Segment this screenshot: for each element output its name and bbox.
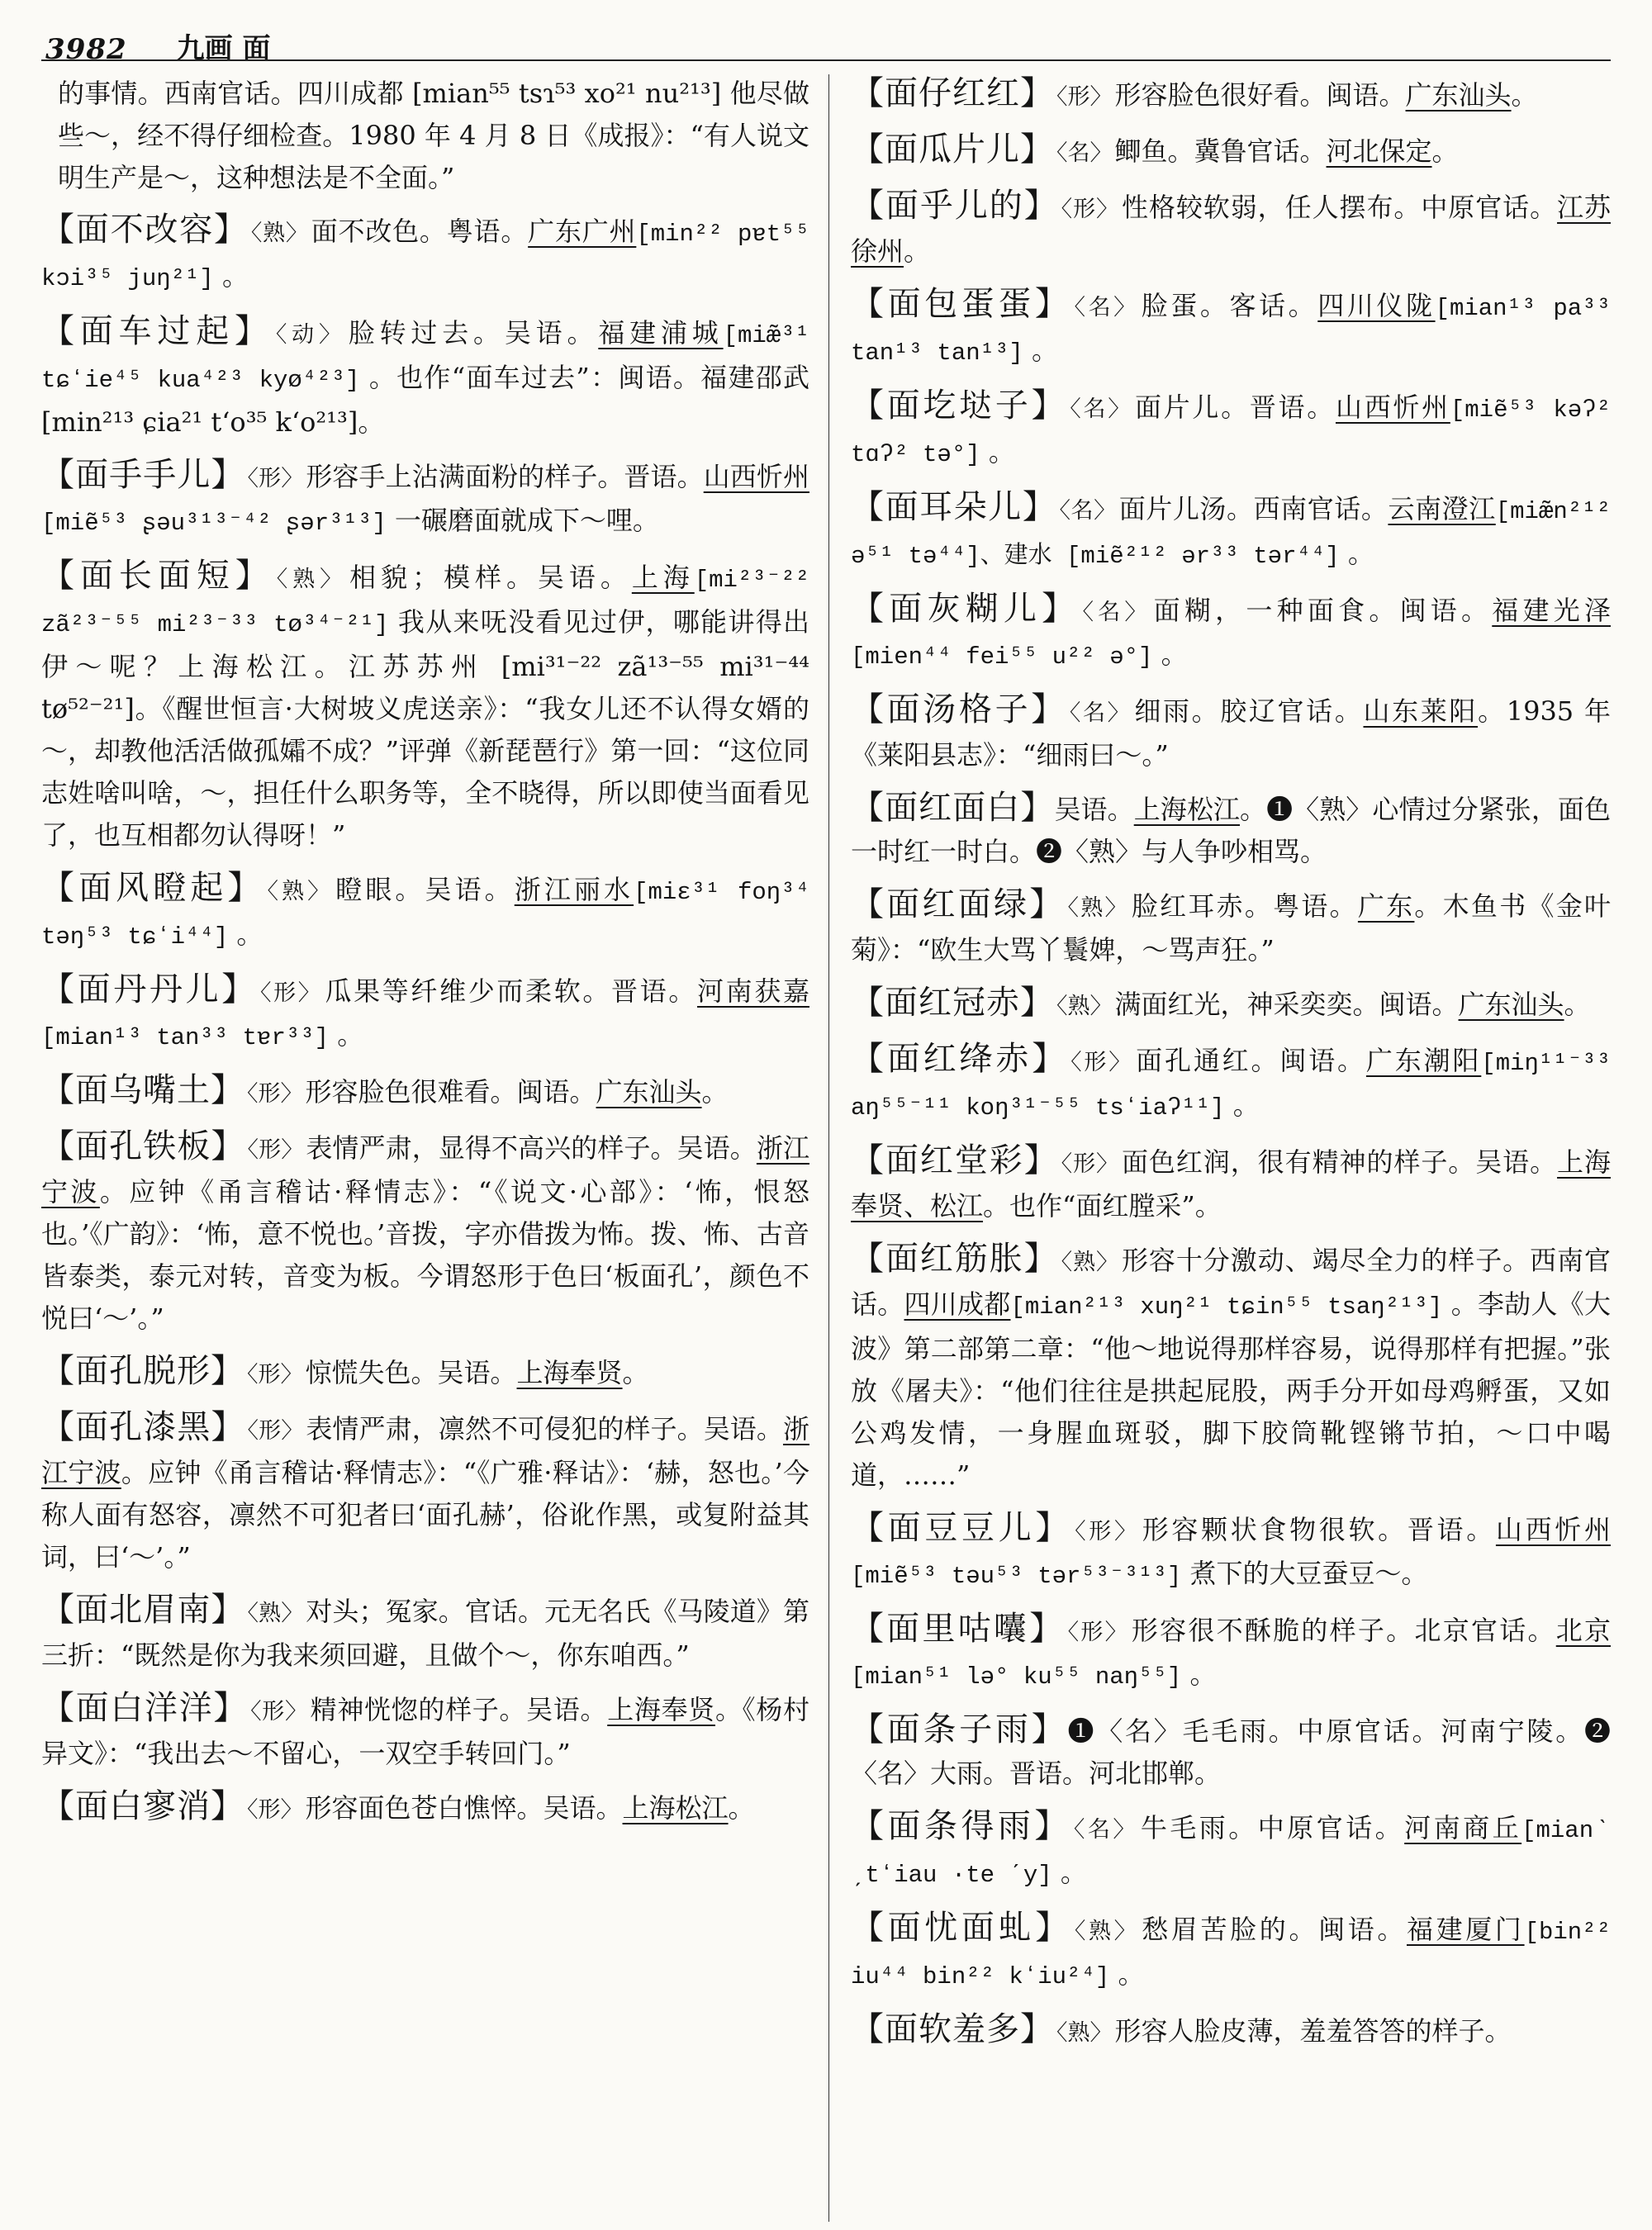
location-label: 山西忻州 <box>703 461 809 492</box>
entry-remainder: 。 <box>988 436 1015 467</box>
continued-entry-text: 的事情。西南官话。四川成都 [mian⁵⁵ tsɿ⁵³ xo²¹ nu²¹³] 他尽做些～，经不得仔细检查。1980 年 4 月 8 日《成报》：“有人说文明生产是～，这种想法是不全面。” <box>58 78 809 193</box>
dialect-label: 晋语。 <box>1407 1514 1496 1545</box>
entry-headword: 【面北眉南】 <box>41 1591 245 1629</box>
dictionary-entry <box>41 555 809 856</box>
entry-remainder: 我从来呒没看见过伊，哪能讲得出伊～呢？上海松江。江苏苏州 [mi³¹⁻²² zã¹³⁻⁵⁵ mi³¹⁻⁴⁴ tø⁵²⁻²¹]。《醒世恒言·大树坡义虎送亲》：“我女儿还不认得女婿的～，却教他活活做孤孀不成？”评弹《新琵琶行》第一回：“这位同志姓啥叫啥，～，担任什么职务等，全不晓得，所以即使当面看见了，也互相都勿认得呀！” <box>41 606 809 851</box>
entry-definition: 愁眉苦脸的。 <box>1142 1914 1319 1945</box>
entry-remainder: 。 <box>1431 135 1459 167</box>
part-of-speech-tag: 〈熟〉 <box>247 1601 304 1626</box>
dialect-label: 晋语。 <box>624 461 704 492</box>
dialect-label: 官话。 <box>464 1596 545 1627</box>
location-label: 福建浦城 <box>598 317 724 349</box>
entry-headword: 【面灰糊儿】 <box>851 590 1080 628</box>
entry-headword: 【面白寥消】 <box>41 1787 244 1825</box>
entry-definition: 形容脸色很难看。 <box>305 1076 517 1108</box>
part-of-speech-tag: 〈熟〉 <box>1056 2020 1113 2046</box>
page-number: 3982 <box>45 33 127 66</box>
entry-definition: 面不改色。 <box>311 216 447 247</box>
entry-headword: 【面汤格子】 <box>851 690 1067 728</box>
entry-remainder: 。 <box>1511 79 1538 111</box>
dialect-label: 吴语。 <box>437 1357 517 1388</box>
dialect-label: 吴语。 <box>504 317 599 349</box>
entry-definition: 形容很不酥脆的样子。 <box>1131 1615 1415 1646</box>
dialect-label: 冀鲁官话。 <box>1194 135 1327 167</box>
entry-definition: 对头；冤家。 <box>306 1596 465 1627</box>
dialect-label: 闽语。 <box>516 1076 596 1108</box>
location-label: 浙江宁波 <box>41 1413 809 1488</box>
entry-definition: 精神恍惚的样子。 <box>310 1694 527 1725</box>
entry-remainder: 。 <box>622 1357 649 1388</box>
part-of-speech-tag: 〈熟〉 <box>1067 895 1129 921</box>
entry-remainder: 。❶〈熟〉心情过分紧张，面色一时红一时白。❷〈熟〉与人争吵相骂。 <box>851 794 1611 867</box>
location-label: 广东汕头 <box>596 1076 702 1108</box>
entry-headword: 【面孔漆黑】 <box>41 1408 245 1446</box>
entry-definition: 瓜果等纤维少而柔软。 <box>325 975 612 1007</box>
dictionary-entry <box>41 867 809 958</box>
entry-definition: 面孔通红。 <box>1136 1045 1280 1076</box>
entry-headword: 【面红筋胀】 <box>851 1240 1059 1278</box>
pronunciation: [miæ̃n²¹² ə⁵¹ tə⁴⁴]、建水 [miẽ²¹² ər³³ tər⁴⁴] <box>851 498 1611 570</box>
entry-definition: 鲫鱼。 <box>1114 135 1194 167</box>
entry-headword: 【面车过起】 <box>41 312 273 350</box>
location-label: 浙江宁波 <box>41 1132 809 1208</box>
dialect-label: 西南官话。 <box>1253 493 1389 524</box>
entry-definition: 表情严肃，凛然不可侵犯的样子。 <box>306 1413 704 1445</box>
dialect-label: 吴语。 <box>1475 1146 1558 1178</box>
entry-headword: 【面丹丹儿】 <box>41 970 258 1008</box>
pronunciation: [mian⁵¹ lə° ku⁵⁵ naŋ⁵⁵] <box>851 1663 1182 1691</box>
entry-remainder: 。 <box>701 1076 729 1108</box>
part-of-speech-tag: 〈形〉 <box>247 1137 304 1163</box>
part-of-speech-tag: 〈形〉 <box>1061 197 1119 222</box>
part-of-speech-tag: 〈名〉 <box>1056 140 1113 166</box>
location-label: 广东汕头 <box>1405 79 1512 111</box>
dialect-label: 闽语。 <box>1379 989 1459 1020</box>
entry-remainder: 。应钟《甬言稽诂·释情志》：“《说文·心部》：‘怖，恨怒也。’《广韵》：‘怖，意不悦也。’音拨，字亦借拨为怖。拨、怖、古音皆泰类，泰元对转，音变为板。今谓怒形于色曰‘板面孔’，颜色不悦曰‘～’。” <box>41 1176 809 1334</box>
part-of-speech-tag: 〈形〉 <box>1061 1151 1119 1177</box>
dictionary-entry <box>41 969 809 1059</box>
part-of-speech-tag: 〈形〉 <box>247 1797 303 1823</box>
location-label: 浙江丽水 <box>514 874 634 905</box>
entry-remainder: 。 <box>1564 989 1591 1020</box>
entry-headword: 【面红绛赤】 <box>851 1040 1069 1078</box>
entry-definition: 性格较软弱，任人摆布。 <box>1121 192 1422 223</box>
part-of-speech-tag: 〈熟〉 <box>1061 1250 1119 1275</box>
dictionary-entry <box>851 1709 1611 1795</box>
entry-definition: 脸红耳赤。 <box>1131 890 1274 922</box>
part-of-speech-tag: 〈形〉 <box>1067 1620 1129 1645</box>
dictionary-entry <box>851 129 1611 174</box>
entry-remainder: 。 <box>236 918 263 950</box>
pronunciation: [mian¹³ pa³³ tan¹³ tan¹³] <box>851 295 1611 367</box>
entry-remainder: 煮下的大豆蚕豆～。 <box>1189 1558 1428 1589</box>
dictionary-entry <box>851 1238 1611 1497</box>
dialect-label: 西南官话。 <box>851 1245 1611 1320</box>
entry-remainder: 。1935 年《莱阳县志》：“细雨曰～。” <box>851 695 1611 771</box>
part-of-speech-tag: 〈熟〉 <box>250 221 309 246</box>
dictionary-entry <box>851 1507 1611 1597</box>
location-label: 上海奉贤、松江 <box>851 1146 1611 1222</box>
dialect-label: 粤语。 <box>1273 890 1358 922</box>
entry-headword: 【面红面白】 <box>851 789 1055 827</box>
location-label: 山西忻州 <box>1335 391 1450 423</box>
entry-definition: 瞪眼。 <box>335 874 425 905</box>
dialect-label: 胶辽官话。 <box>1220 695 1364 727</box>
entry-headword: 【面仔红红】 <box>851 74 1054 112</box>
entry-remainder: 。木鱼书《金叶菊》：“欧生大骂丫鬟婢，～骂声狂。” <box>851 890 1611 966</box>
location-label: 上海松江 <box>622 1792 729 1824</box>
right-column <box>851 73 1611 2220</box>
dictionary-entry <box>851 787 1611 873</box>
dialect-label: 晋语。 <box>611 975 698 1007</box>
entry-definition: 面片儿。 <box>1134 391 1250 423</box>
location-label: 山东莱阳 <box>1363 695 1479 727</box>
dictionary-entry <box>851 588 1611 678</box>
part-of-speech-tag: 〈形〉 <box>1070 1050 1134 1075</box>
location-label: 广东 <box>1357 890 1415 922</box>
pronunciation: [mi²³⁻²² zã²³⁻⁵⁵ mi²³⁻³³ tø³⁴⁻²¹] <box>41 567 809 638</box>
entry-remainder: 。 <box>1161 638 1188 670</box>
location-label: 河南商丘 <box>1404 1812 1522 1843</box>
dictionary-entry <box>41 1786 809 1831</box>
dictionary-entry <box>851 385 1611 476</box>
dialect-label: 中原官话。 <box>1257 1812 1405 1843</box>
entry-remainder: 。 <box>1060 1857 1087 1888</box>
dictionary-entry <box>41 454 809 544</box>
entry-headword: 【面红冠赤】 <box>851 984 1054 1022</box>
location-label: 河南获嘉 <box>697 975 809 1007</box>
dictionary-entry <box>851 2009 1611 2054</box>
pronunciation: [miɛ³¹ foŋ³⁴ təŋ⁵³ tɕʻi⁴⁴] <box>41 879 809 951</box>
dialect-label: 吴语。 <box>543 1792 623 1824</box>
entry-definition: 细雨。 <box>1134 695 1221 727</box>
part-of-speech-tag: 〈名〉 <box>1059 498 1117 524</box>
location-label: 山西忻州 <box>1495 1514 1611 1545</box>
location-label: 上海奉贤 <box>607 1694 715 1725</box>
dictionary-entry <box>41 1589 809 1677</box>
entry-headword: 【面孔脱形】 <box>41 1352 244 1390</box>
entry-remainder: 。应钟《甬言稽诂·释情志》：“《广雅·释诂》：‘赫，怒也。’今称人面有怒容，凛然不可犯者曰‘面孔赫’，俗讹作黑，或复附益其词，曰‘～’。” <box>41 1457 809 1573</box>
pronunciation: [mian²¹³ xuŋ²¹ tɕin⁵⁵ tsaŋ²¹³] <box>1010 1293 1443 1321</box>
entry-headword: 【面红堂彩】 <box>851 1141 1059 1179</box>
dictionary-entry <box>851 185 1611 273</box>
location-label: 广东广州 <box>528 216 637 247</box>
part-of-speech-tag: 〈名〉 <box>1082 600 1151 625</box>
entry-headword: 【面手手儿】 <box>41 456 245 494</box>
pronunciation: [miẽ⁵³ ʂəu³¹³⁻⁴² ʂər³¹³] <box>41 510 387 537</box>
entry-headword: 【面不改容】 <box>41 211 249 249</box>
entry-remainder: 。 <box>1347 538 1374 569</box>
dictionary-entry <box>41 311 809 444</box>
dialect-label: 吴语。 <box>703 1413 783 1445</box>
part-of-speech-tag: 〈形〉 <box>250 1699 308 1725</box>
entry-remainder: 。 <box>337 1019 364 1051</box>
entry-remainder: 。 <box>904 235 931 267</box>
location-label: 上海松江 <box>1133 794 1240 825</box>
dictionary-entry <box>41 1687 809 1775</box>
location-label: 福建厦门 <box>1407 1914 1525 1945</box>
part-of-speech-tag: 〈名〉 <box>1070 396 1132 422</box>
location-label: 广东潮阳 <box>1365 1045 1482 1076</box>
left-column <box>41 73 809 2220</box>
entry-headword: 【面白洋洋】 <box>41 1689 249 1727</box>
part-of-speech-tag: 〈熟〉 <box>276 567 348 592</box>
dialect-label: 吴语。 <box>526 1694 608 1725</box>
dialect-label: 吴语。 <box>676 1132 757 1164</box>
dictionary-entry <box>41 1126 809 1340</box>
entry-headword: 【面里咕囔】 <box>851 1610 1066 1648</box>
entry-headword: 【面孔铁板】 <box>41 1127 245 1165</box>
entry-remainder: 。 <box>222 260 249 292</box>
dialect-label: 吴语。 <box>1054 794 1134 825</box>
location-label: 上海 <box>631 562 695 593</box>
dictionary-entry <box>851 1140 1611 1227</box>
entry-definition: 脸转过去。 <box>348 317 505 349</box>
entry-definition: 面糊，一种面食。 <box>1153 595 1400 626</box>
entry-definition: 惊慌失色。 <box>305 1357 438 1388</box>
dialect-label: 粤语。 <box>446 216 529 247</box>
entry-remainder: 。 <box>1189 1658 1217 1690</box>
part-of-speech-tag: 〈熟〉 <box>267 879 334 904</box>
entry-remainder: 。《杨村异文》：“我出去～不留心，一双空手转回门。” <box>41 1694 809 1769</box>
entry-headword: 【面乌嘴土】 <box>41 1071 244 1109</box>
dictionary-entry <box>851 982 1611 1027</box>
entry-headword: 【面包蛋蛋】 <box>851 285 1072 323</box>
entry-headword: 【面瓜片儿】 <box>851 130 1054 168</box>
entry-definition: 形容十分激动、竭尽全力的样子。 <box>1121 1245 1531 1276</box>
entry-headword: 【面条得雨】 <box>851 1807 1071 1845</box>
part-of-speech-tag: 〈形〉 <box>1075 1519 1140 1544</box>
dictionary-entry <box>851 689 1611 776</box>
part-of-speech-tag: 〈形〉 <box>247 1418 304 1444</box>
pronunciation: [min²² pɐt⁵⁵ kɔi³⁵ juŋ²¹] <box>41 221 809 292</box>
entry-definition: 满面红光，神采奕奕。 <box>1114 989 1379 1020</box>
entry-headword: 【面红面绿】 <box>851 885 1066 923</box>
entry-headword: 【面耳朵儿】 <box>851 488 1057 526</box>
dialect-label: 吴语。 <box>425 874 515 905</box>
entry-headword: 【面风瞪起】 <box>41 869 265 907</box>
dictionary-entry <box>41 1407 809 1578</box>
location-label: 四川仪陇 <box>1317 290 1436 321</box>
entry-definition: 牛毛雨。 <box>1140 1812 1258 1843</box>
entry-remainder: 。 <box>1118 1958 1145 1990</box>
dictionary-entry <box>851 1907 1611 1998</box>
pronunciation: [miẽ⁵³ kəʔ² tɑʔ² tə°] <box>851 396 1611 468</box>
part-of-speech-tag: 〈形〉 <box>247 1362 303 1388</box>
entry-definition: 面片儿汤。 <box>1118 493 1254 524</box>
entry-remainder: 一碾磨面就成下～哩。 <box>394 505 659 536</box>
dialect-label: 北京官话。 <box>1414 1615 1556 1646</box>
part-of-speech-tag: 〈形〉 <box>247 466 304 491</box>
entry-headword: 【面乎儿的】 <box>851 187 1059 225</box>
location-label: 福建光泽 <box>1492 595 1611 626</box>
entry-headword: 【面软羞多】 <box>851 2010 1054 2048</box>
dictionary-entry <box>41 1350 809 1396</box>
dictionary-entry <box>851 1805 1611 1896</box>
section-title: 九画 面 <box>176 32 271 65</box>
entry-remainder: 。也作“面红膛采”。 <box>983 1190 1222 1222</box>
dialect-label: 中原官话。 <box>1421 192 1558 223</box>
part-of-speech-tag: 〈熟〉 <box>1074 1919 1140 1944</box>
location-label: 上海奉贤 <box>516 1357 623 1388</box>
location-label: 江苏徐州 <box>851 192 1611 267</box>
entry-remainder: 。李劼人《大波》第二部第二章：“他～地说得那样容易，说得那样有把握。”张放《屠夫》：“他们往往是拱起屁股，两手分开如母鸡孵蛋，又如公鸡发情，一身腥血斑驳，脚下胶筒靴铿锵节拍，～口中喝道，……” <box>851 1288 1611 1491</box>
entry-remainder: 。 <box>1032 334 1059 366</box>
dialect-label: 晋语。 <box>1249 391 1336 423</box>
dictionary-entry <box>851 1038 1611 1129</box>
dictionary-entry <box>41 209 809 300</box>
dialect-label: 闽语。 <box>1326 79 1406 111</box>
entry-definition: 相貌；模样。 <box>349 562 538 593</box>
location-label: 北京 <box>1555 1615 1611 1646</box>
part-of-speech-tag: 〈形〉 <box>1056 84 1113 110</box>
dialect-label: 闽语。 <box>1279 1045 1366 1076</box>
dialect-label: 客话。 <box>1229 290 1318 321</box>
pronunciation: [miæ̃³¹ tɕʻie⁴⁵ kua⁴²³ kyø⁴²³] <box>41 322 809 394</box>
pronunciation: [miẽ⁵³ təu⁵³ tər⁵³⁻³¹³] <box>851 1563 1182 1590</box>
entry-remainder: 。 <box>1232 1089 1260 1121</box>
entry-headword: 【面忧面虬】 <box>851 1909 1072 1947</box>
page-header <box>45 17 1602 66</box>
entry-remainder: 。也作“面车过去”：闽语。福建邵武 [min²¹³ ɕia²¹ tʻo³⁵ kʻo²¹³]。 <box>41 362 809 438</box>
dictionary-entry <box>851 884 1611 971</box>
part-of-speech-tag: 〈熟〉 <box>1056 994 1113 1019</box>
dictionary-entry <box>851 283 1611 374</box>
entry-headword: 【面圪垯子】 <box>851 387 1068 425</box>
entry-definition: 形容手上沾满面粉的样子。 <box>306 461 624 492</box>
entry-headword: 【面豆豆儿】 <box>851 1509 1073 1547</box>
entry-headword: 【面条子雨】 <box>851 1710 1068 1748</box>
entry-definition: 脸蛋。 <box>1141 290 1230 321</box>
dialect-label: 吴语。 <box>537 562 632 593</box>
entry-definition: 形容人脸皮薄，羞羞答答的样子。 <box>1114 2015 1512 2047</box>
part-of-speech-tag: 〈形〉 <box>247 1081 303 1107</box>
entry-definition: 形容颗状食物很软。 <box>1142 1514 1408 1545</box>
location-label: 河北保定 <box>1326 135 1432 167</box>
dialect-label: 闽语。 <box>1318 1914 1407 1945</box>
entry-remainder: ❶〈名〉毛毛雨。中原官话。河南宁陵。❷〈名〉大雨。晋语。河北邯郸。 <box>851 1715 1611 1789</box>
part-of-speech-tag: 〈动〉 <box>275 322 346 348</box>
part-of-speech-tag: 〈名〉 <box>1073 1817 1138 1843</box>
column-divider <box>828 74 829 2222</box>
pronunciation: [mian¹³ tan³³ tɐr³³] <box>41 1024 330 1051</box>
entry-remainder: 。 <box>728 1792 755 1824</box>
pronunciation: [bin²² iu⁴⁴ bin²² kʻiu²⁴] <box>851 1919 1611 1990</box>
location-label: 云南澄江 <box>1388 493 1496 524</box>
part-of-speech-tag: 〈名〉 <box>1069 700 1132 726</box>
dictionary-entry <box>851 73 1611 118</box>
dictionary-entry <box>851 1608 1611 1698</box>
pronunciation: [mien⁴⁴ fei⁵⁵ u²² ə°] <box>851 643 1153 671</box>
pronunciation: [miŋ¹¹⁻³³ aŋ⁵⁵⁻¹¹ koŋ³¹⁻⁵⁵ tsʻiaʔ¹¹] <box>851 1050 1611 1122</box>
location-label: 广东汕头 <box>1458 989 1564 1020</box>
entry-definition: 面色红润，很有精神的样子。 <box>1121 1146 1476 1178</box>
entry-headword: 【面长面短】 <box>41 557 274 595</box>
dictionary-entry <box>41 1070 809 1115</box>
part-of-speech-tag: 〈形〉 <box>259 980 323 1006</box>
part-of-speech-tag: 〈名〉 <box>1074 295 1139 320</box>
dictionary-entry <box>851 486 1611 577</box>
entry-remainder: 元无名氏《马陵道》第三折：“既然是你为我来须回避，且做个～，你东咱西。” <box>41 1596 809 1671</box>
entry-definition: 表情严肃，显得不高兴的样子。 <box>306 1132 677 1164</box>
pronunciation: [mianˋ ˏtʻiau ·te ˊy] <box>851 1817 1611 1889</box>
entry-definition: 形容脸色很好看。 <box>1114 79 1327 111</box>
dialect-label: 闽语。 <box>1399 595 1493 626</box>
location-label: 四川成都 <box>904 1288 1011 1320</box>
header-rule <box>41 59 1611 61</box>
entry-definition: 形容面色苍白憔悴。 <box>305 1792 544 1824</box>
